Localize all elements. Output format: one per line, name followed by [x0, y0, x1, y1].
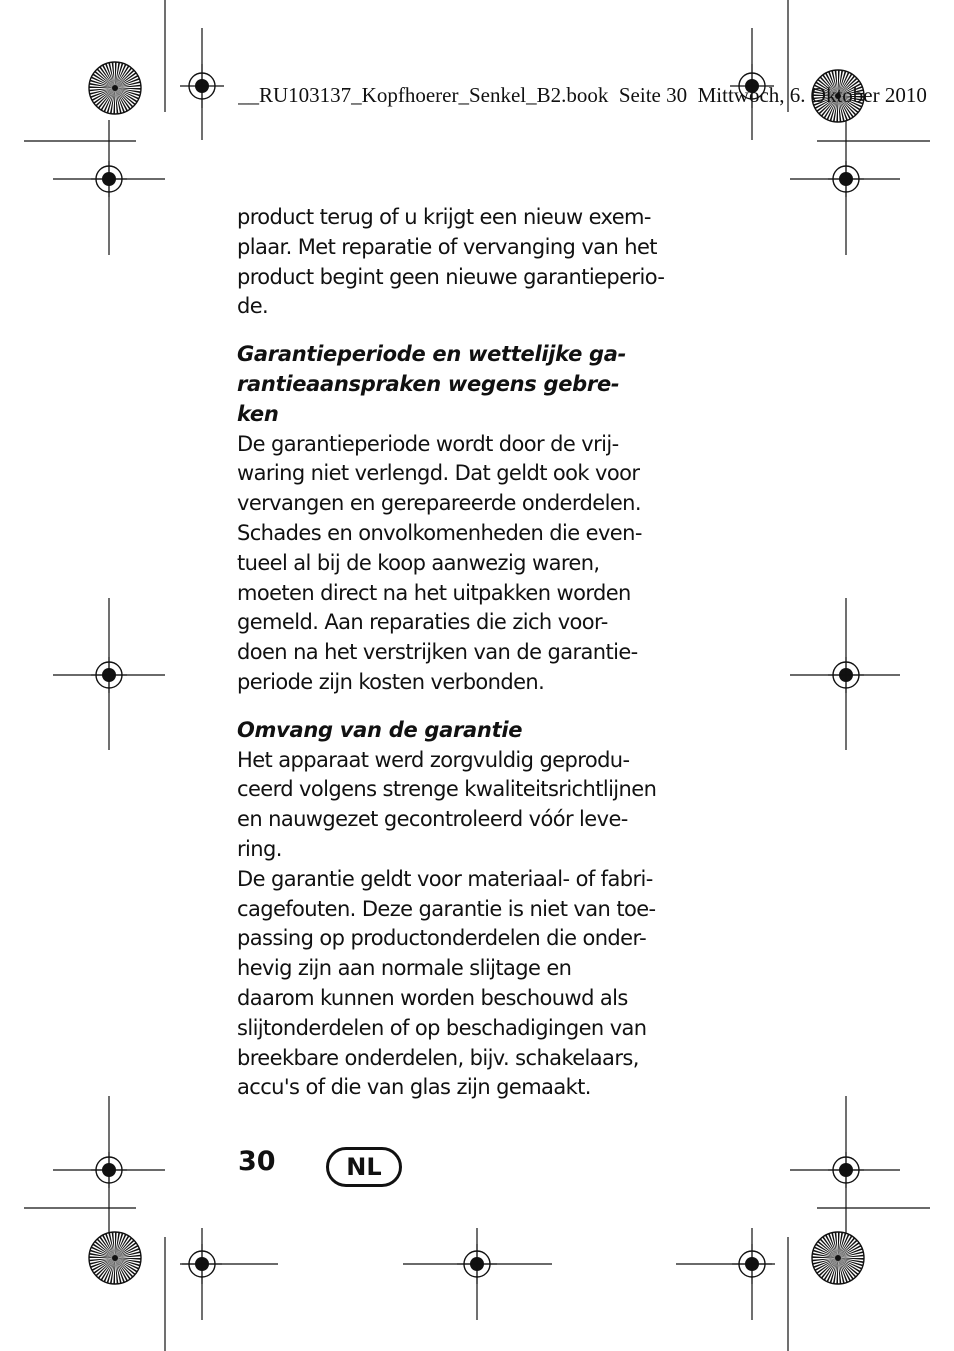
language-badge — [326, 1147, 402, 1187]
text-line: ring. — [237, 836, 282, 861]
text-line: Het apparaat werd zorgvuldig geprodu- — [237, 747, 630, 772]
text-line: ceerd volgens strenge kwaliteitsrichtlijnen — [237, 777, 657, 802]
text-line: accu's of die van glas zijn gemaakt. — [237, 1075, 591, 1100]
text-line: gemeld. Aan reparaties die zich voor- — [237, 610, 608, 635]
text-line: cagefouten. Deze garantie is niet van toe- — [237, 896, 656, 921]
text-line: product terug of u krijgt een nieuw exem- — [237, 205, 651, 229]
paragraph — [237, 203, 697, 322]
paragraph-gap — [237, 698, 697, 716]
text-line: Omvang van de garantie — [237, 717, 523, 742]
text-line: vervangen en gerepareerde onderdelen. — [237, 491, 641, 516]
section-heading — [237, 716, 697, 746]
text-line: rantieaanspraken wegens gebre- — [237, 371, 620, 396]
text-line: Garantieperiode en wettelijke ga- — [237, 342, 627, 367]
text-line: slijtonderdelen of op beschadigingen van — [237, 1015, 647, 1040]
text-line: ken — [237, 401, 279, 426]
language-badge-label: NL — [346, 1153, 382, 1181]
text-line: breekbare onderdelen, bijv. schakelaars, — [237, 1045, 639, 1070]
text-line: De garantie geldt voor materiaal- of fabri- — [237, 866, 653, 891]
text-line: de. — [237, 294, 269, 319]
text-line: en nauwgezet gecontroleerd vóór leve- — [237, 807, 628, 832]
text-line: waring niet verlengd. Dat geldt ook voor — [237, 461, 640, 486]
section-heading — [237, 340, 697, 429]
paragraph-gap — [237, 322, 697, 340]
paragraph — [237, 430, 697, 698]
page-body — [237, 203, 697, 1103]
text-line: Schades en onvolkomenheden die even- — [237, 520, 642, 545]
starburst-mark — [89, 1232, 141, 1284]
text-line: hevig zijn aan normale slijtage en — [237, 956, 572, 981]
paragraph — [237, 746, 697, 865]
page-number: 30 — [238, 1146, 276, 1177]
text-line: plaar. Met reparatie of vervanging van het — [237, 234, 657, 259]
print-header-slug: __RU103137_Kopfhoerer_Senkel_B2.book Seite 30 Mittwoch, 6. Oktober 2010 — [238, 83, 927, 107]
starburst-mark — [89, 62, 141, 114]
paragraph — [237, 865, 697, 1103]
text-line: De garantieperiode wordt door de vrij- — [237, 431, 619, 456]
starburst-mark — [812, 1232, 864, 1284]
text-line: moeten direct na het uitpakken worden — [237, 580, 631, 605]
text-line: daarom kunnen worden beschouwd als — [237, 985, 628, 1010]
text-line: product begint geen nieuwe garantieperio- — [237, 264, 665, 289]
text-line: doen na het verstrijken van de garantie- — [237, 640, 638, 665]
text-line: periode zijn kosten verbonden. — [237, 669, 545, 694]
text-line: passing op productonderdelen die onder- — [237, 926, 647, 951]
text-line: tueel al bij de koop aanwezig waren, — [237, 550, 600, 575]
